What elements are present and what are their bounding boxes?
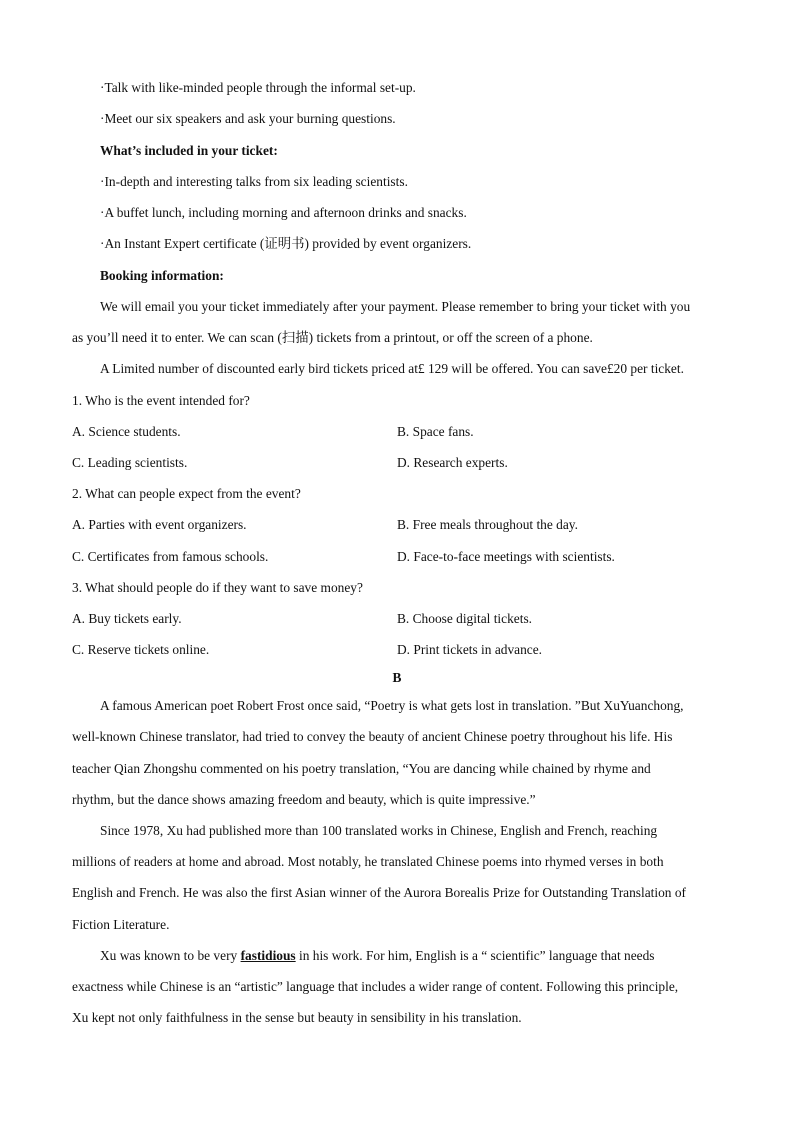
passage-text: Xu was known to be very [100,948,241,963]
option-a[interactable]: A. Buy tickets early. [72,611,182,626]
keyword-fastidious: fastidious [240,948,296,963]
passage-line: well-known Chinese translator, had tried to convey the beauty of ancient Chinese poetry throughout his life. His [72,729,673,744]
option-d[interactable]: D. Research experts. [397,455,508,470]
included-heading: What’s included in your ticket: [100,143,278,158]
option-a[interactable]: A. Science students. [72,424,181,439]
passage-line: exactness while Chinese is an “artistic” language that includes a wider range of content. Following this principle, [72,979,679,994]
passage-line: millions of readers at home and abroad. Most notably, he translated Chinese poems into rhymed verses in both [72,854,664,869]
booking-paragraph-line: as you’ll need it to enter. We can scan (扫描) tickets from a printout, or off the screen of a phone. [72,330,593,345]
passage-text: in his work. For him, English is a “ scientific” language that needs [295,948,655,963]
question-stem: 3. What should people do if they want to save money? [72,580,363,595]
passage-line: Since 1978, Xu had published more than 100 translated works in Chinese, English and French, reaching [100,823,658,838]
included-item: ·In-depth and interesting talks from six leading scientists. [100,174,408,189]
question-stem: 2. What can people expect from the event? [72,486,301,501]
passage-line: teacher Qian Zhongshu commented on his poetry translation, “You are dancing while chained by rhyme and [72,761,651,776]
event-bullet: ·Talk with like-minded people through the informal set-up. [100,80,416,95]
passage-line: English and French. He was also the first Asian winner of the Aurora Borealis Prize for Outstanding Translation of [72,885,686,900]
booking-paragraph-line: We will email you your ticket immediately after your payment. Please remember to bring your ticket with you [100,299,691,314]
option-b[interactable]: B. Free meals throughout the day. [397,517,578,532]
booking-paragraph-line: A Limited number of discounted early bird tickets priced at£ 129 will be offered. You can save£20 per ticket. [100,361,684,376]
option-b[interactable]: B. Choose digital tickets. [397,611,533,626]
included-item: ·A buffet lunch, including morning and afternoon drinks and snacks. [100,205,467,220]
option-c[interactable]: C. Reserve tickets online. [72,642,210,657]
passage-line: Fiction Literature. [72,917,170,932]
included-item: ·An Instant Expert certificate (证明书) provided by event organizers. [100,236,472,251]
option-d[interactable]: D. Face-to-face meetings with scientists. [397,549,615,564]
question-stem: 1. Who is the event intended for? [72,393,250,408]
booking-heading: Booking information: [100,268,224,283]
option-b[interactable]: B. Space fans. [397,424,474,439]
option-c[interactable]: C. Leading scientists. [72,455,188,470]
option-d[interactable]: D. Print tickets in advance. [397,642,543,657]
passage-line [100,949,720,962]
passage-line: A famous American poet Robert Frost once said, “Poetry is what gets lost in translation. ”But XuYuanchong, [100,698,684,713]
section-heading: B [392,670,402,685]
option-c[interactable]: C. Certificates from famous schools. [72,549,269,564]
passage-line: rhythm, but the dance shows amazing freedom and beauty, which is quite impressive.” [72,792,536,807]
event-bullet: ·Meet our six speakers and ask your burning questions. [100,111,396,126]
option-a[interactable]: A. Parties with event organizers. [72,517,247,532]
passage-line: Xu kept not only faithfulness in the sense but beauty in sensibility in his translation. [72,1010,522,1025]
